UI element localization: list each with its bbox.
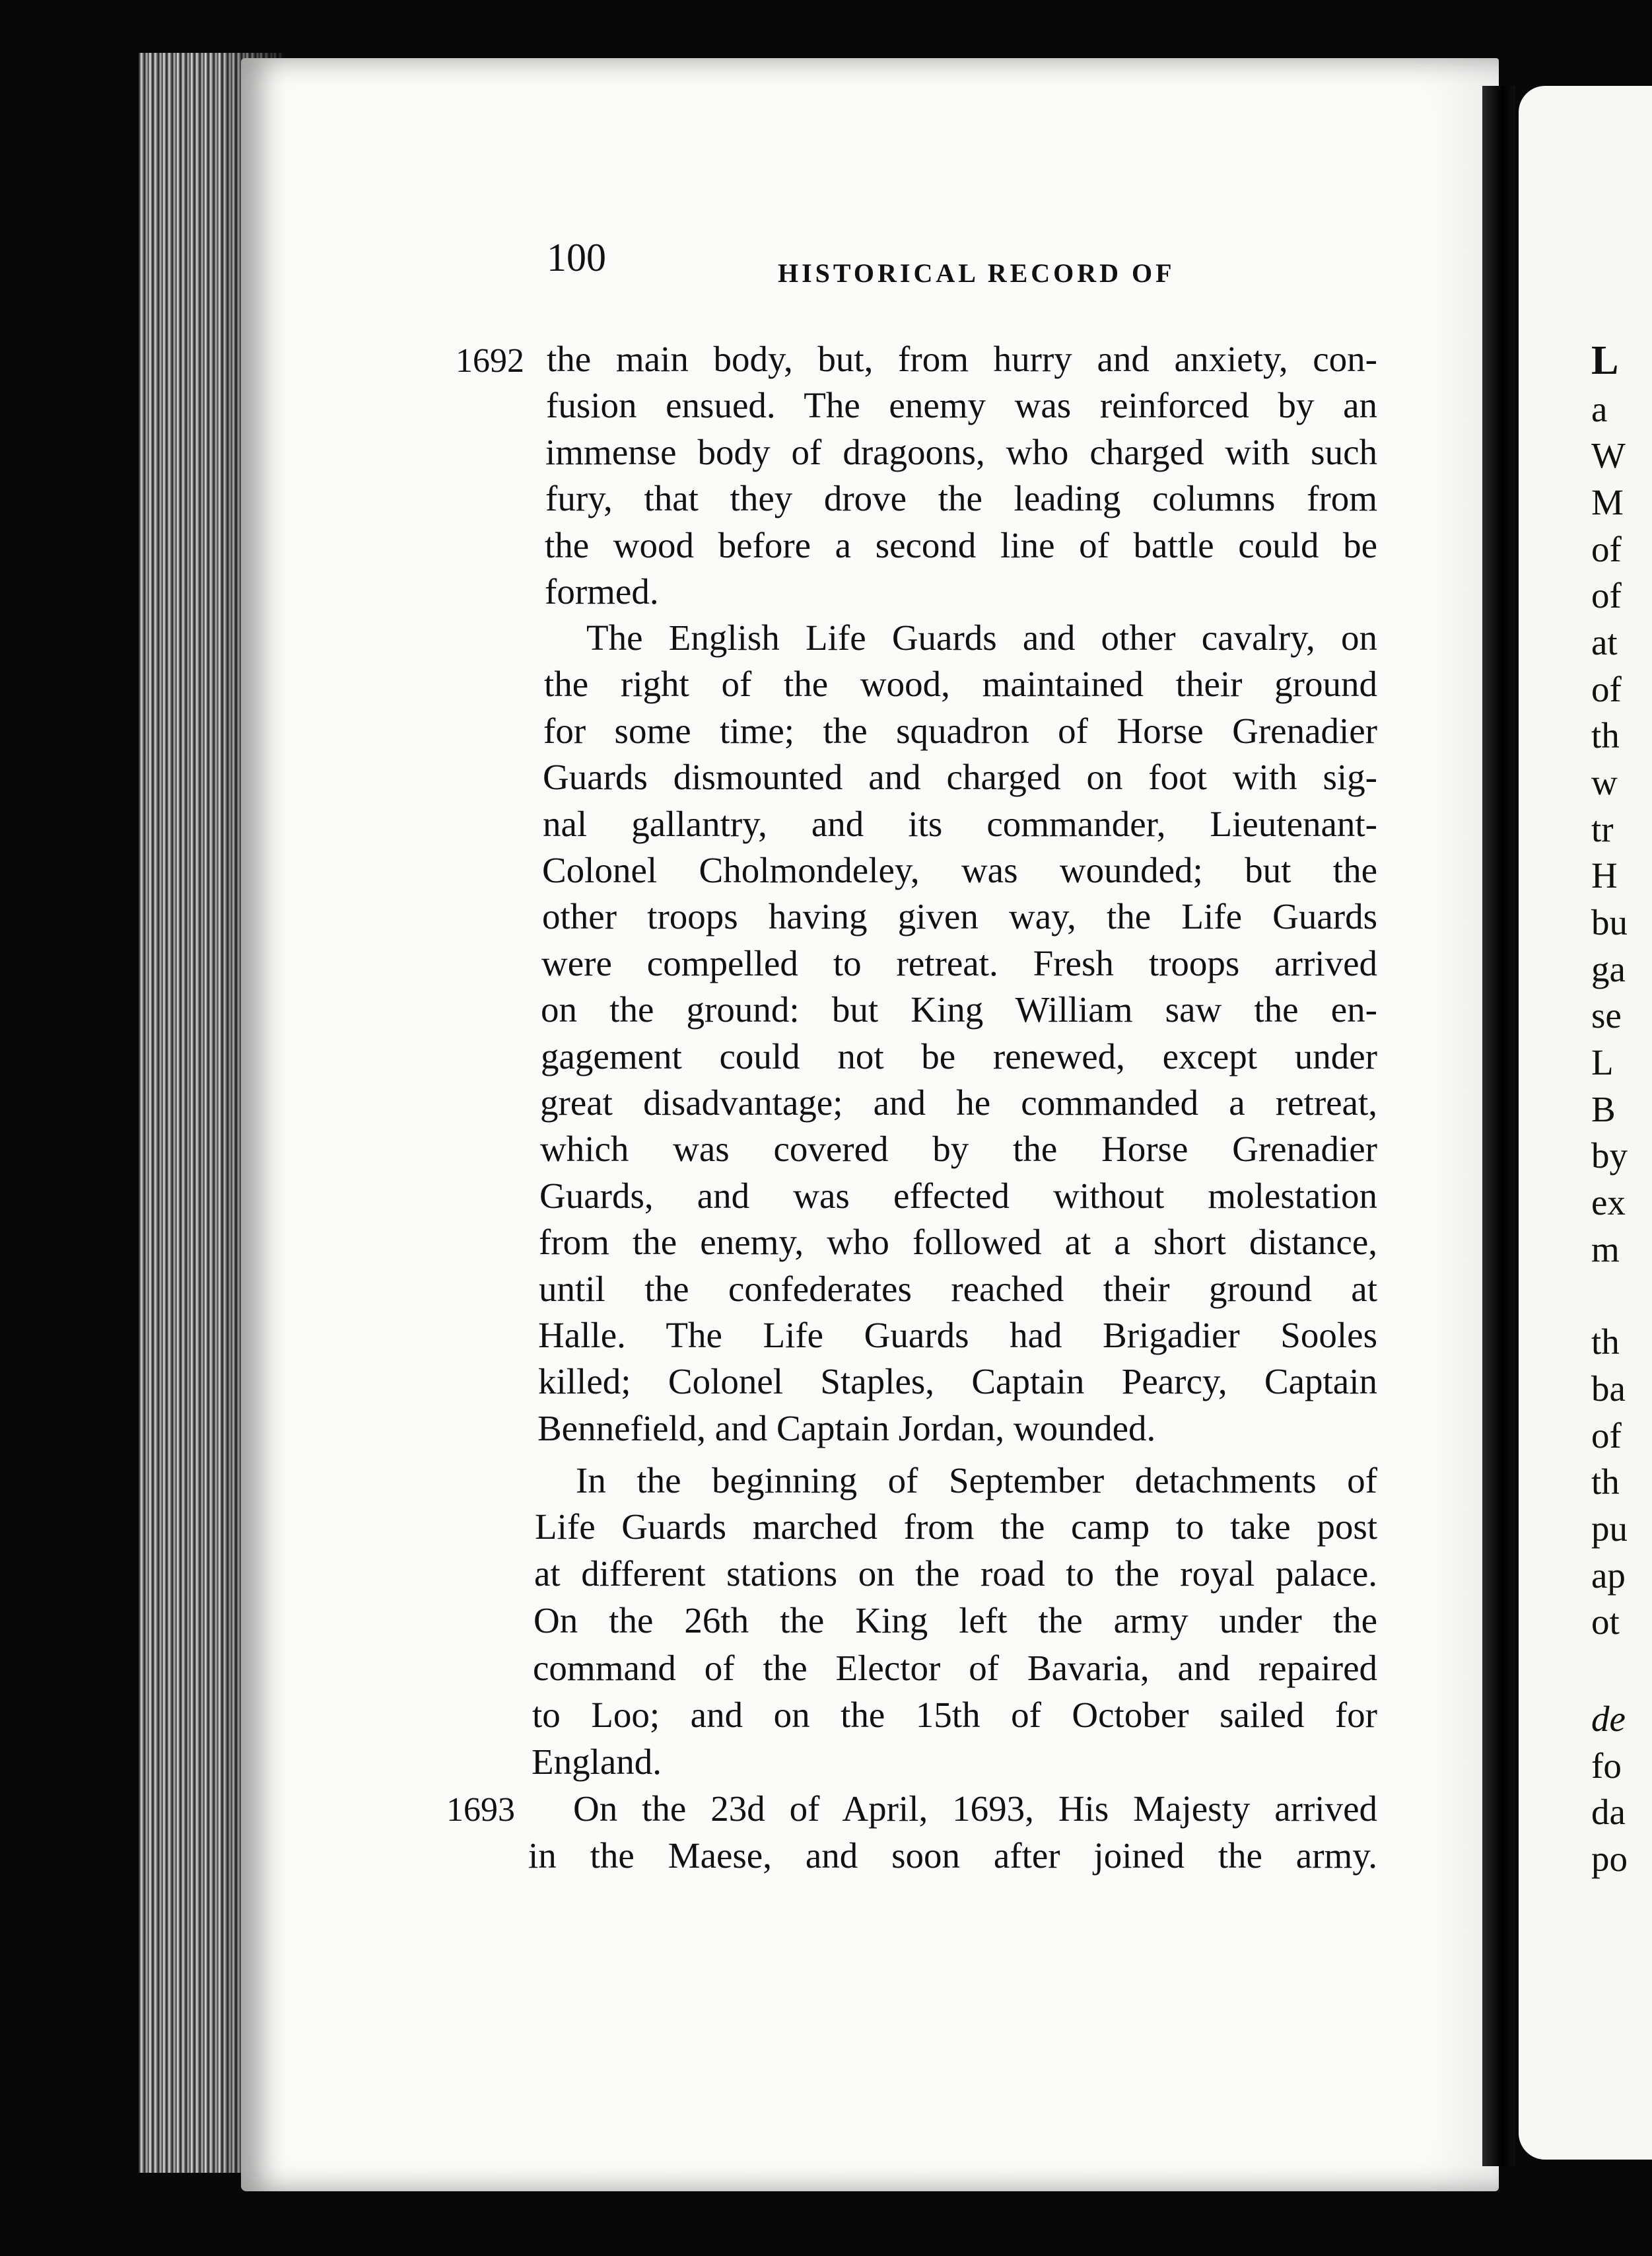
text-line: to Loo; and on the 15th of October sailed for [532,1695,1377,1735]
text-line: Colonel Cholmondeley, was wounded; but the [542,850,1377,890]
fragment: bu [1591,902,1628,942]
text-line: The English Life Guards and other cavalry, on [586,617,1377,658]
fragment: th [1591,715,1620,756]
fragment: M [1591,482,1624,522]
text-line: immense body of dragoons, who charged with such [545,432,1377,472]
fragment: L [1591,1042,1614,1082]
margin-year: 1693 [446,1791,515,1829]
fragment: th [1591,1462,1620,1502]
fragment: by [1591,1135,1628,1176]
text-line: Life Guards marched from the camp to take post [535,1506,1377,1547]
fragment: w [1591,762,1618,802]
text-line: On the 26th the King left the army under the [533,1600,1377,1640]
fragment: po [1591,1839,1628,1879]
text-line: In the beginning of September detachments of [576,1460,1377,1500]
fragment: a [1591,389,1608,429]
fragment: da [1591,1792,1626,1832]
text-line: were compelled to retreat. Fresh troops arrived [541,943,1377,983]
text-line: at different stations on the road to the royal palace. [534,1553,1377,1594]
text-line: on the ground: but King William saw the en- [541,989,1377,1030]
text-line: in the Maese, and soon after joined the army. [528,1835,1377,1876]
text-line: England. [532,1742,662,1782]
text-line: until the confederates reached their ground at [539,1269,1377,1309]
fragment: m [1591,1229,1620,1269]
fragment: fo [1591,1745,1622,1786]
text-line: On the 23d of April, 1693, His Majesty arrived [573,1788,1377,1829]
fragment: of [1591,575,1622,616]
fragment: se [1591,995,1622,1036]
text-line: Halle. The Life Guards had Brigadier Sooles [538,1315,1377,1355]
text-line: fury, that they drove the leading columns from [545,478,1377,518]
text-line: for some time; the squadron of Horse Grenadier [543,711,1377,751]
text-line: fusion ensued. The enemy was reinforced by an [546,385,1377,425]
text-line: great disadvantage; and he commanded a retreat, [540,1082,1377,1123]
fragment: ex [1591,1182,1626,1222]
fragment: ot [1591,1602,1620,1642]
text-line: nal gallantry, and its commander, Lieutenant- [543,804,1377,844]
fragment: of [1591,529,1622,569]
page-header [0,235,1652,288]
fragment: ap [1591,1555,1626,1596]
text-line: other troops having given way, the Life Guards [542,896,1377,936]
text-line: which was covered by the Horse Grenadier [540,1129,1377,1169]
book-gutter [1482,86,1515,2166]
text-line: command of the Elector of Bavaria, and repaired [533,1648,1377,1688]
fragment: H [1591,855,1618,896]
fragment: ga [1591,949,1626,989]
text-line: from the enemy, who followed at a short distance, [539,1222,1377,1262]
facing-page [1519,86,1652,2160]
text-line: the main body, but, from hurry and anxiety, con- [547,339,1377,379]
fragment: de [1591,1699,1626,1739]
text-line: Guards, and was effected without molestation [539,1176,1377,1216]
text-line: Guards dismounted and charged on foot with sig- [543,757,1377,797]
running-head: HISTORICAL RECORD OF [778,258,1175,288]
text-line: the wood before a second line of battle could be [545,525,1377,565]
fragment: tr [1591,809,1614,849]
page-number: 100 [547,236,606,279]
fragment: W [1591,435,1626,476]
fragment: th [1591,1322,1620,1362]
fragment: ba [1591,1368,1626,1409]
text-line: gagement could not be renewed, except under [541,1036,1377,1076]
fragment: of [1591,669,1622,709]
fragment: pu [1591,1508,1628,1549]
text-line: killed; Colonel Staples, Captain Pearcy, Captain [538,1361,1377,1401]
text-line: formed. [545,571,659,612]
margin-year: 1692 [456,342,524,380]
text-line: the right of the wood, maintained their ground [544,664,1377,704]
fragment: B [1591,1089,1616,1129]
fragment: of [1591,1415,1622,1456]
fragment: L [1591,338,1619,383]
text-line: Bennefield, and Captain Jordan, wounded. [537,1408,1156,1448]
fragment: at [1591,622,1618,662]
